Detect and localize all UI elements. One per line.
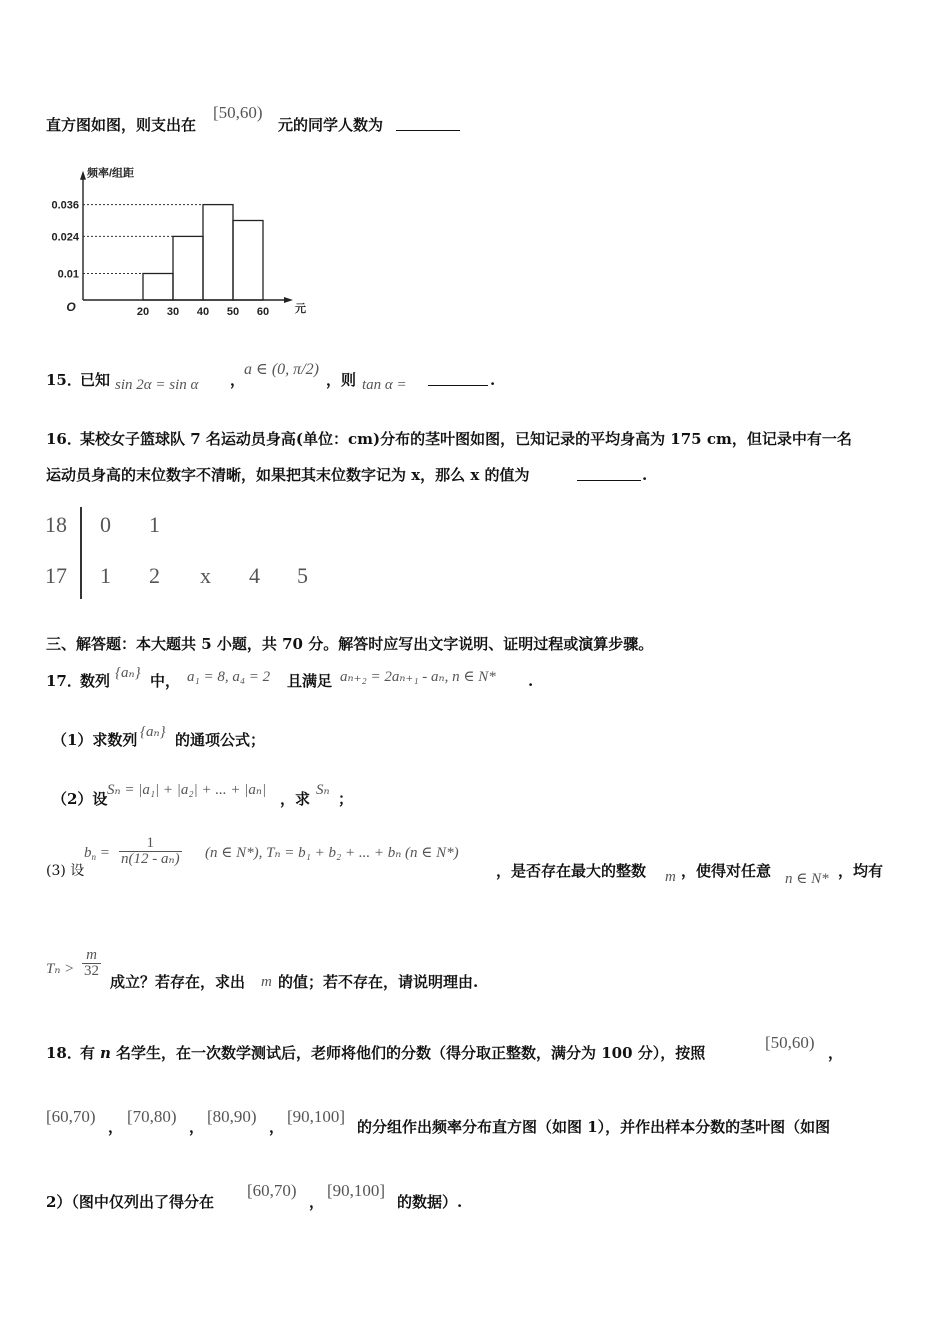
q16-line2: 运动员身高的末位数字不清晰，如果把其末位数字记为 x，那么 x 的值为 [46,466,530,484]
q17-part3-fraction [119,836,182,867]
q18-l1a: 有 [80,1044,96,1062]
y-tick-label: 0.024 [51,231,79,244]
stem-17: 17 [45,563,67,588]
q15-ask: tan α = [362,377,407,393]
leaf-18-1: 1 [149,512,160,537]
q16-line1: 某校女子篮球队 7 名运动员身高(单位：cm)分布的茎叶图如图，已知记录的平均身高为 175 cm，但记录中有一名 [80,430,852,448]
leaf-17-0: 1 [100,563,111,588]
x-tick-label: 30 [166,306,180,318]
q17-part3-text2: ，使得对任意 [681,862,772,880]
histogram-bar [233,221,263,301]
q16-answer-blank [577,468,641,481]
q17-tail-a: 成立？若存在，求出 [110,973,246,991]
q18-l1b: 名学生，在一次数学测试后，老师将他们的分数（得分取正整数，满分为 100 分），按照 [116,1044,706,1062]
x-tick-label: 50 [226,306,240,318]
q17-part3-rest: (n ∈ N*), Tₙ = b₁ + b₂ + ... + bₙ (n ∈ N*) [205,845,459,861]
q18-l3b: 的数据）. [397,1193,463,1211]
q18-comma-2: ， [108,1118,124,1136]
q18-l1n: n [100,1044,111,1062]
q17-end: . [528,672,534,690]
x-axis-arrow [284,297,293,303]
y-tick-label: 0.01 [57,268,79,281]
q18-interval-5: [90,100] [287,1107,346,1126]
q17-part3-cond: n ∈ N* [785,871,829,887]
q17-part1-label: （1）求数列 [52,731,138,749]
q17-t1: 数列 [80,672,111,690]
q15-equation: sin 2α = sin α [115,377,199,393]
q17-part1-seq: {aₙ} [140,724,166,740]
q17-tail-m: m [261,974,272,990]
q18-comma-4: ， [269,1118,285,1136]
leaf-17-4: 5 [297,563,308,588]
q17-part1-text: 的通项公式； [175,731,266,749]
q17-recurrence: aₙ₊₂ = 2aₙ₊₁ - aₙ, n ∈ N* [340,669,496,685]
x-tick-label: 20 [136,306,150,318]
q17-t2: 中， [150,672,181,690]
y-axis-label: 频率/组距 [87,167,135,180]
q18-number: 18． [46,1044,82,1062]
q18-interval-1: [50,60) [765,1033,815,1052]
x-axis-label: 元 [295,303,306,315]
q16-end: . [642,466,648,484]
q17-part2-expr: Sₙ = |a₁| + |a₂| + ... + |aₙ| [107,782,267,798]
stem-18: 18 [45,512,67,537]
q18-l3a: 2）（图中仅列出了得分在 [46,1193,214,1211]
x-tick-label: 40 [196,306,210,318]
q15-known: 已知 [80,371,111,389]
q18-interval-3: [70,80) [127,1107,177,1126]
q17-part3-bn: $b_n$ = [84,845,110,862]
leaf-17-1: 2 [149,563,160,588]
x-tick-label: 60 [256,306,270,318]
q18-comma-3: ， [189,1118,205,1136]
stem-divider [80,507,82,599]
q14-answer-blank [396,118,460,131]
q15-number: 15． [46,371,82,389]
q17-part3-text: ，是否存在最大的整数 [496,862,647,880]
histogram-bar [143,274,173,301]
q17-part2-end: ； [338,790,354,808]
q15-then: ，则 [326,371,357,389]
q15-domain: a ∈ (0, π/2) [244,361,319,378]
origin-label: O [66,300,76,314]
q18-interval-6: [60,70) [247,1181,297,1200]
q17-part2-ask: Sₙ [316,782,330,798]
q18-interval-2: [60,70) [46,1107,96,1126]
q17-part3-text3: ，均有 [838,862,884,880]
q17-ineq-den: 32 [84,963,99,979]
q17-seq: {aₙ} [115,665,141,681]
leaf-17-3: 4 [249,563,260,588]
q17-ineq-num: m [82,948,101,964]
q17-part2-label: （2）设 [52,790,108,808]
leaf-18-0: 0 [100,512,111,537]
y-tick-label: 0.036 [51,199,79,212]
q15-answer-blank [428,373,488,386]
y-axis-arrow [80,171,86,180]
q17-part3-num: 1 [119,836,182,852]
q18-interval-4: [80,90) [207,1107,257,1126]
q14-suffix: 元的同学人数为 [278,116,384,134]
q17-part3-den: n(12 - aₙ) [121,851,180,867]
q15-sep: ， [230,371,246,389]
q17-part3-label: (3) 设 [46,863,85,879]
section3-heading: 三、解答题：本大题共 5 小题，共 70 分。解答时应写出文字说明、证明过程或演算步骤。 [46,635,654,653]
q17-part3-m: m [665,869,676,885]
q17-ineq-fraction [82,948,101,979]
q14-prefix: 直方图如图，则支出在 [46,116,197,134]
q17-tail-b: 的值；若不存在，请说明理由. [278,973,479,991]
q17-t3: 且满足 [287,672,333,690]
q16-number: 16． [46,430,82,448]
q18-comma-5: ， [309,1193,325,1211]
q14-interval: [50,60) [213,103,263,122]
q18-l2: 的分组作出频率分布直方图（如图 1），并作出样本分数的茎叶图（如图 [357,1118,831,1136]
q18-comma-1: ， [828,1044,844,1062]
histogram-bar [203,205,233,300]
q17-number: 17． [46,672,82,690]
histogram-bar [173,236,203,300]
histogram-chart [40,150,306,320]
q17-init: a₁ = 8, a₄ = 2 [187,669,271,685]
q15-end: . [490,371,496,389]
q17-part2-text: ，求 [280,790,311,808]
leaf-17-2: x [200,563,211,588]
q18-interval-7: [90,100] [327,1181,386,1200]
q17-ineq-lhs: Tₙ > [46,961,75,977]
